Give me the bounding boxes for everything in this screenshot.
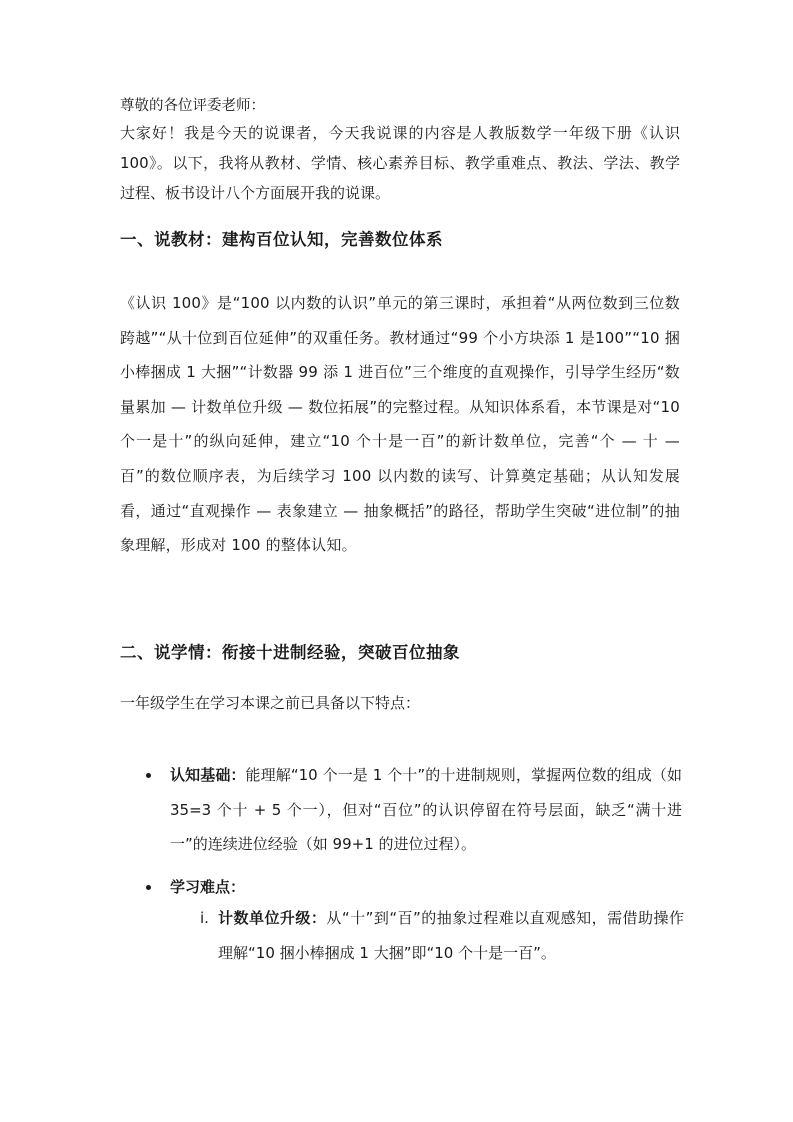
intro-paragraph: 大家好！我是今天的说课者，今天我说课的内容是人教版数学一年级下册《认识100》。以下，我将从教材、学情、核心素养目标、教学重难点、教法、学法、教学过程、板书设计八个方面展开我的说课。 xyxy=(120,124,680,202)
bullet-text xyxy=(170,758,682,862)
section1-heading: 一、说教材：建构百位认知，完善数位体系 xyxy=(120,230,443,249)
greeting: 尊敬的各位评委老师： xyxy=(120,98,265,114)
bullet-label: 学习难点： xyxy=(170,878,246,896)
section1-body: 《认识 100》是“100 以内数的认识”单元的第三课时，承担着“从两位数到三位数跨越”“从十位到百位延伸”的双重任务。教材通过“99 个小方块添 1 是100”“10 捆小棒捆成 1 大捆”“计数器 99 添 1 进百位”三个维度的直观操作，引导学生经历“数量累加 — 计数单位升级 — 数位拓展”的完整过程。从知识体系看，本节课是对“10 个一是十”的纵向延伸，建立“10 个十是一百”的新计数单位，完善“个 — 十 — 百”的数位顺序表，为后续学习 100 以内数的读写、计算奠定基础；从认知发展看，通过“直观操作 — 表象建立 — 抽象概括”的路径，帮助学生突破“进位制”的抽象理解，形成对 100 的整体认知。 xyxy=(120,294,680,555)
bullet-label: 认知基础： xyxy=(170,766,246,784)
sub-item-body: 从“十”到“百”的抽象过程难以直观感知，需借助操作理解“10 捆小棒捆成 1 大捆”即“10 个十是一百”。 xyxy=(218,909,684,962)
bullet-body: 能理解“10 个一是 1 个十”的十进制规则，掌握两位数的组成（如 35=3 个十 + 5 个一），但对“百位”的认识停留在符号层面，缺乏“满十进一”的连续进位经验（如 99+1 的进位过程）。 xyxy=(170,766,682,854)
sub-item-marker: i. xyxy=(200,909,209,927)
section2-heading: 二、说学情：衔接十进制经验，突破百位抽象 xyxy=(120,643,460,662)
sub-item-label: 计数单位升级： xyxy=(218,909,327,927)
bullet-text xyxy=(170,870,682,905)
bullet-dot-icon xyxy=(146,773,151,778)
section2-lead: 一年级学生在学习本课之前已具备以下特点： xyxy=(120,694,421,712)
sub-item-text xyxy=(218,901,684,970)
bullet-dot-icon xyxy=(146,885,151,890)
